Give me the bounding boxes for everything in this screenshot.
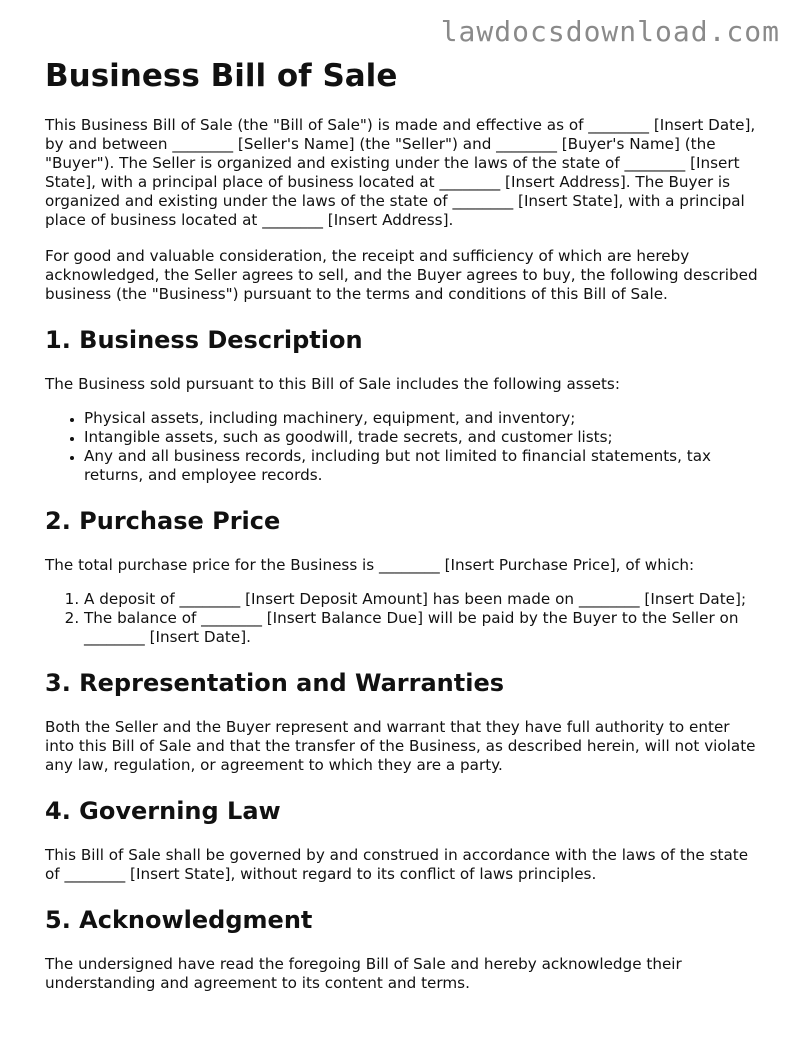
list-item: 2. The balance of ________ [Insert Balance Due] will be paid by the Buyer to the Seller on ________ [Insert Date].: [84, 609, 761, 647]
section-heading: 4. Governing Law: [45, 797, 281, 825]
section-heading: 1. Business Description: [45, 326, 363, 354]
section-text: The total purchase price for the Business is ________ [Insert Purchase Price], of which:: [45, 556, 695, 574]
list-item: • Intangible assets, such as goodwill, trade secrets, and customer lists;: [84, 428, 761, 447]
section-text: The undersigned have read the foregoing Bill of Sale and hereby acknowledge their understanding and agreement to its content and terms.: [45, 955, 682, 992]
section-text: This Bill of Sale shall be governed by and construed in accordance with the laws of the state of ________ [Insert State], without regard to its conflict of laws principles.: [45, 846, 749, 883]
list-item: • Any and all business records, including but not limited to financial statements, tax returns, and employee records.: [84, 447, 761, 485]
section-text: The Business sold pursuant to this Bill of Sale includes the following assets:: [45, 375, 620, 393]
section-governing-law: [45, 797, 761, 884]
document-body: [45, 116, 761, 993]
section-acknowledgment: [45, 906, 761, 993]
section-heading: 2. Purchase Price: [45, 507, 281, 535]
intro-paragraph-parties: This Business Bill of Sale (the "Bill of Sale") is made and effective as of ________ [Insert Date], by and between ________ [Seller's Name] (the "Seller") and ________ [Buyer's Name] (the "Buyer"). The Seller is organized and existing under the laws of the state of ________ [Insert State], with a principal place of business located at ________ [Insert Address]. The Buyer is organized and existing under the laws of the state of ________ [Insert State], with a principal place of business located at ________ [Insert Address].: [45, 116, 756, 229]
document-title: Business Bill of Sale: [45, 58, 398, 94]
asset-bullet-list: [45, 409, 761, 485]
list-item: 1. A deposit of ________ [Insert Deposit Amount] has been made on ________ [Insert Date];: [84, 590, 761, 609]
list-item: • Physical assets, including machinery, equipment, and inventory;: [84, 409, 761, 428]
payment-numbered-list: [45, 590, 761, 647]
section-heading: 5. Acknowledgment: [45, 906, 313, 934]
watermark-text: lawdocsdownload.com: [440, 15, 780, 48]
section-purchase-price: [45, 507, 761, 647]
section-text: Both the Seller and the Buyer represent and warrant that they have full authority to enter into this Bill of Sale and that the transfer of the Business, as described herein, will not violate any law, regulation, or agreement to which they are a party.: [45, 718, 756, 774]
section-business-description: [45, 326, 761, 485]
intro-paragraph-consideration: For good and valuable consideration, the receipt and sufficiency of which are hereby acknowledged, the Seller agrees to sell, and the Buyer agrees to buy, the following described business (the "Business") pursuant to the terms and conditions of this Bill of Sale.: [45, 247, 758, 303]
section-representation-warranties: [45, 669, 761, 775]
section-heading: 3. Representation and Warranties: [45, 669, 505, 697]
